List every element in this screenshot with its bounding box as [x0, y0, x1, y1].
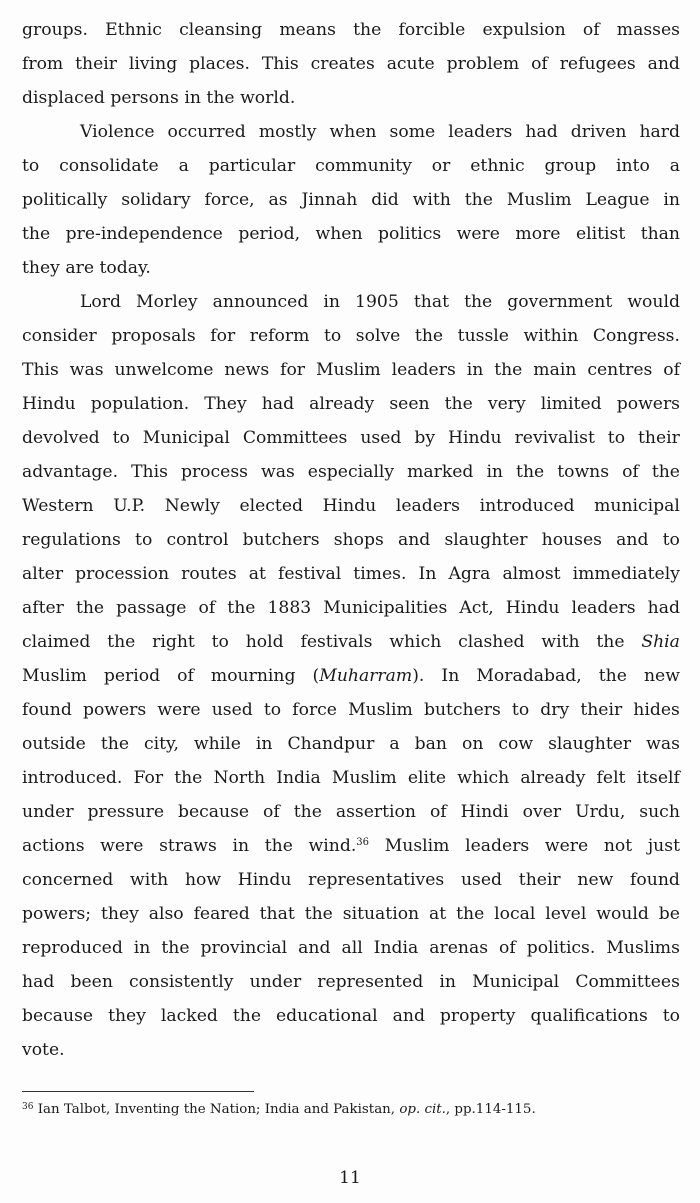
- text-line: politically solidary force, as Jinnah did with the Muslim League in: [22, 190, 680, 210]
- text-line: Hindu population. They had already seen the very limited powers: [22, 394, 680, 414]
- text-line: reproduced in the provincial and all India arenas of politics. Muslims: [22, 938, 680, 958]
- footnote-pages: , pp.114-115.: [445, 1102, 536, 1117]
- text-line: regulations to control butchers shops and slaughter houses and to: [22, 530, 680, 550]
- text-line: under pressure because of the assertion of Hindi over Urdu, such: [22, 802, 680, 822]
- paragraph-1: [22, 13, 680, 115]
- text-line: groups. Ethnic cleansing means the forcible expulsion of masses: [22, 20, 680, 40]
- text-line: had been consistently under represented in Municipal Committees: [22, 972, 680, 992]
- text-line: alter procession routes at festival times. In Agra almost immediately: [22, 564, 680, 584]
- footnote-36: [22, 1100, 536, 1120]
- text-line: Lord Morley announced in 1905 that the government would: [80, 292, 680, 312]
- text-line: Muslim period of mourning (Muharram). In Moradabad, the new: [22, 666, 680, 686]
- text-line: consider proposals for reform to solve the tussle within Congress.: [22, 326, 680, 346]
- page-number: 11: [339, 1168, 361, 1188]
- text-line: they are today.: [22, 258, 151, 278]
- text-line: because they lacked the educational and property qualifications to: [22, 1006, 680, 1026]
- text-line: to consolidate a particular community or ethnic group into a: [22, 156, 680, 176]
- text-line: actions were straws in the wind.$^{36}$ Muslim leaders were not just: [22, 836, 680, 856]
- text-line: powers; they also feared that the situation at the local level would be: [22, 904, 680, 924]
- text-line: from their living places. This creates acute problem of refugees and: [22, 54, 680, 74]
- footnote-ref[interactable]: 36: [356, 837, 370, 848]
- text-line: advantage. This process was especially marked in the towns of the: [22, 462, 680, 482]
- text-line: found powers were used to force Muslim butchers to dry their hides: [22, 700, 680, 720]
- body-text: [22, 13, 680, 1067]
- footnote-text: Ian Talbot, Inventing the Nation; India and Pakistan,: [37, 1102, 400, 1117]
- text-line: displaced persons in the world.: [22, 88, 296, 108]
- footnote-number: 36: [22, 1102, 34, 1112]
- text-line: devolved to Municipal Committees used by Hindu revivalist to their: [22, 428, 680, 448]
- text-line: outside the city, while in Chandpur a ban on cow slaughter was: [22, 734, 680, 754]
- text-line: This was unwelcome news for Muslim leaders in the main centres of: [22, 360, 680, 380]
- text-line: Violence occurred mostly when some leaders had driven hard: [80, 122, 680, 142]
- text-line: after the passage of the 1883 Municipalities Act, Hindu leaders had: [22, 598, 680, 618]
- text-line: vote.: [22, 1040, 65, 1060]
- text-line: claimed the right to hold festivals which clashed with the Shia: [22, 632, 680, 652]
- text-line: introduced. For the North India Muslim elite which already felt itself: [22, 768, 680, 788]
- footnote-italic: op. cit.: [399, 1102, 446, 1117]
- text-line: concerned with how Hindu representatives used their new found: [22, 870, 680, 890]
- footnote-separator: [22, 1091, 254, 1092]
- text-line: Western U.P. Newly elected Hindu leaders introduced municipal: [22, 496, 680, 516]
- paragraph-2: [22, 115, 680, 285]
- paragraph-3: [22, 285, 680, 1067]
- text-line: the pre-independence period, when politics were more elitist than: [22, 224, 680, 244]
